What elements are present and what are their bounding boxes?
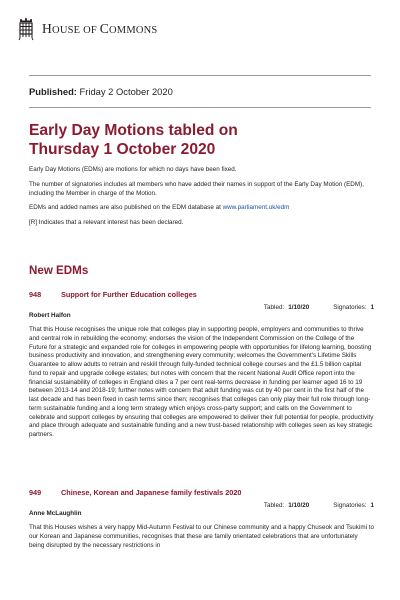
motion-header (29, 488, 374, 497)
signatories-count: 1 (370, 502, 374, 509)
motion-text: That this Houses wishes a very happy Mid-Autumn Festival to our Chinese community and a happy Chuseok and Tsukimi to our Korean and Japanese communities, recognises that these are family orientated celebrations that are unfortunately being disrupted by the necessary restrictions in (29, 524, 374, 549)
title-line-2: Thursday 1 October 2020 (29, 141, 216, 158)
signatories-label: Signatories: (333, 502, 367, 509)
intro-notes (29, 166, 374, 234)
portcullis-logo-icon (18, 17, 34, 41)
signatories-label: Signatories: (333, 304, 367, 311)
motion-title: Support for Further Education colleges (61, 290, 197, 299)
tabled-label: Tabled: (263, 304, 285, 311)
tabled-date: 1/10/20 (288, 304, 310, 311)
tabled-label: Tabled: (263, 502, 285, 509)
motion-sponsor: Anne McLaughlin (29, 510, 82, 517)
divider-mid (29, 107, 371, 108)
title-line-1: Early Day Motions tabled on (29, 122, 238, 139)
tabled-date: 1/10/20 (288, 502, 310, 509)
section-heading: New EDMs (29, 264, 89, 277)
page-header (18, 14, 157, 44)
motion-number: 948 (29, 290, 42, 299)
signatories-count: 1 (370, 304, 374, 311)
intro-paragraph: The number of signatories includes all members who have added their names in support of the Early Day Motion (EDM), including the Member in charge of the Motion. (29, 180, 364, 197)
divider-top (29, 75, 371, 76)
org-name: HOUSE OF COMMONS (42, 21, 158, 36)
intro-paragraph: Early Day Motions (EDMs) are motions for which no days have been fixed. (29, 166, 237, 173)
motion-meta (29, 502, 374, 509)
motion-entry (29, 290, 374, 440)
motion-sponsor: Robert Halfon (29, 312, 71, 319)
interest-key: [R] Indicates that a relevant interest has been declared. (29, 219, 184, 227)
published-line (29, 86, 173, 97)
page-title (29, 121, 369, 159)
motion-entry (29, 488, 374, 550)
published-label: Published: (29, 86, 77, 97)
motion-title: Chinese, Korean and Japanese family festivals 2020 (61, 488, 242, 497)
motion-number: 949 (29, 488, 42, 497)
intro-paragraph: EDMs and added names are also published on the EDM database at www.parliament.uk/edm (29, 204, 290, 212)
motion-text: That this House recognises the unique role that colleges play in supporting people, employers and communities to thrive and central role in rebuilding the economy; endorses the vision of the Independent Commission on the College of the Future for a strategic and expanded role for colleges in empowering people with opportunities for lifelong learning, boosting business productivity and innovation, and strengthening every community; welcomes the Government's Lifetime Skills Guarantee to allow adults to retrain and reskill through fully-funded technical college courses and the £1.5 billion capital fund to repair and upgrade college estates; but notes with concern that the recent National Audit Office report into the financial sustainability of colleges in England cites a 7 per cent real-terms decrease in funding per learner aged 16 to 19 between 2013-14 and 2018-19; further notes with concern that adult funding was cut by 40 per cent in the first half of the last decade and has been fixed in cash terms since then; recognises that colleges can only play their full role through long-term sustainable funding and a long term strategy which enjoys cross-party support; and calls on the Government to celebrate and support colleges by ensuring that colleges are empowered to deliver their full potential for people, productivity and place through adequate and sustainable funding and a new trust-based relationship with colleges seen as key strategic partners. (29, 326, 374, 438)
motion-meta (29, 304, 374, 311)
motion-header (29, 290, 374, 299)
published-date: Friday 2 October 2020 (79, 86, 173, 97)
edm-database-link[interactable]: www.parliament.uk/edm (222, 204, 290, 212)
